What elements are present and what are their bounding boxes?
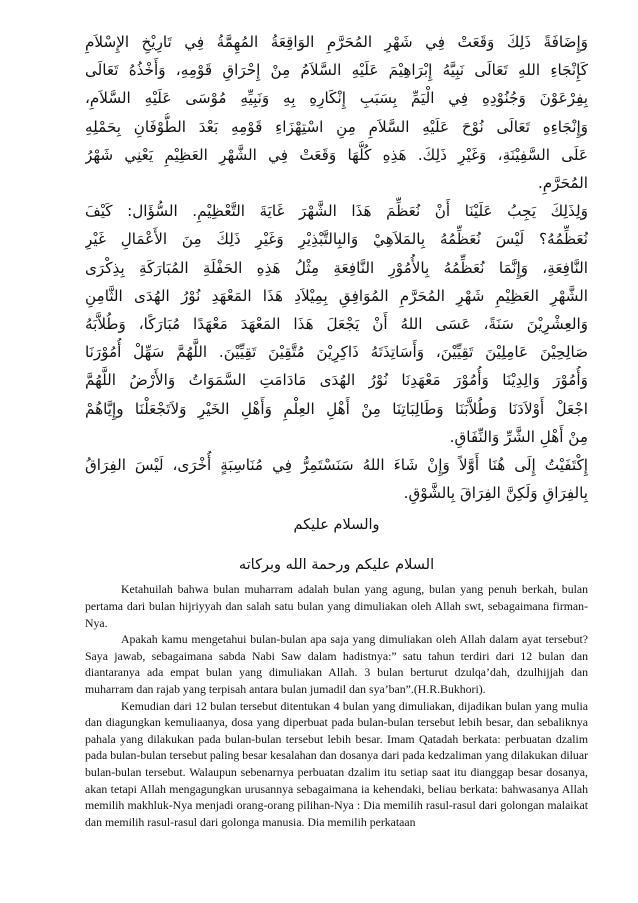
arabic-text-block bbox=[85, 28, 588, 507]
paragraph: Kemudian dari 12 bulan tersebut ditentukan 4 bulan yang dimuliakan, dijadikan bulan yang mulia dan diagungkan kemuliaanya, dosa yang diperbuat pada bulan-bulan tersebut lebih besar, dan sebaliknya pahala yang dilakukan pada bulan-bulan tersebut lebih besar. Imam Qatadah berkata: perbuatan dzalim pada bulan-bulan tersebut paling besar kesalahan dan dosanya dari pada kedzaliman yang dilakukan diluar bulan-bulan tersebut. Walaupun sebenarnya perbuatan dzalim itu setiap saat itu dianggap besar dosanya, akan tetapi Allah mengagungkan urusannya sebagaimana ia kehendaki, beliau berkata: bahwasanya Allah memilih makhluk-Nya menjadi orang-orang pilihan-Nya : Dia memilih rasul-rasul dari golongan malaikat dan memilih rasul-rasul dari golonga manusia. Dia memilih perkataan bbox=[85, 698, 588, 829]
arabic-line: كَإِنْجَاءِ اللهِ تَعَالَى نَبِيَّهُ إِبْرَاهِيْمَ عَلَيْهِ السَّلاَمُ مِنْ إِحْرَاقِ قَوْمِهِ، وَأَخْذُهُ تَعَالَى bbox=[85, 61, 588, 80]
arabic-line: وَالعِشْرِيْنَ سَنَةً، عَسَى اللهُ أَنْ يَجْعَلَ هَذَا المَعْهَدَ مَعْهَدًا مُبَارَكًا، وَطُلاَّبَهُ bbox=[85, 315, 588, 334]
closing-greeting: والسلام عليكم bbox=[293, 517, 380, 534]
arabic-line: المُحَرَّمِ. bbox=[537, 174, 588, 193]
arabic-line: بِفِرْعَوْنَ وَجُنُوْدِهِ فِي الْيَمِّ بِسَبَبِ إِنْكَارِهِ بِهِ وَنَبِيِّهِ مُوْسَى عَلَيْهِ السَّلاَمِ، bbox=[85, 89, 588, 108]
indonesian-text-block bbox=[85, 581, 588, 830]
arabic-line: اجْعَلْ أَوْلاَدَنَا وَطُلاَّبَنَا وَطَالِبَاتِنَا مِنْ أَهْلِ العِلْمِ وَأَهْلِ الخَيْرِ وَلاَتَجْعَلْنَا وإِيَّاهُمْ bbox=[85, 399, 588, 418]
arabic-line: النَّافِعَةِ، وَإِنَّمَا نُعَظِّمُهُ بِالأُمُوْرِ النَّافِعَةِ مِثْلُ هَذِهِ الحَفْلَةِ المُبَارَكَةِ بِذِكْرَى bbox=[85, 258, 588, 277]
paragraph: Apakah kamu mengetahui bulan-bulan apa saja yang dimuliakan oleh Allah dalam ayat tersebut? Saya jawab, sebagaimana sabda Nabi Saw dalam hadistnya:” satu tahun terdiri dari 12 bulan dan diantaranya ada empat bulan yang dimuliakan Allah. 3 bulan berturut dzulqa’dah, dzulhijjah dan muharram dan rajab yang terpisah antara bulan jumadil dan sya’ban”.(H.R.Bukhori). bbox=[85, 632, 588, 697]
arabic-line: وَإِنْجَاءِهِ تَعَالَى نُوْحَ عَلَيْهِ السَّلاَمِ مِنِ اسْتِهْزَاءِ قَوْمِهِ بَعْدَ الطُّوْفَانِ بِحَمْلِهِ bbox=[85, 117, 588, 136]
salam-heading: السلام عليكم ورحمة الله وبركاته bbox=[238, 557, 435, 574]
arabic-line: وَلِذَلِكَ يَجِبُ عَلَيْنَا أَنْ نُعَظِّمَ هَذَا الشَّهْرَ غَايَةَ التَّعْظِيْمِ. السُّؤَال: كَيْفَ bbox=[85, 202, 588, 221]
arabic-line: إِكْتَفَيْتُ إِلَى هُنَا أَوَّلاً وَإِنْ شَاءَ اللهُ سَنَسْتَمِرُّ فِي مُنَاسِبَةٍ أُخْرَى، لَيْسَ الفِرَاقُ bbox=[85, 456, 588, 475]
arabic-line: نُعَظِّمُهُ؟ لَيْسَ نُعَظِّمُهُ بِالمَلاَهِيْ وَالبِالتَّبْذِيْرِ وَغَيْرِ ذَلِكَ مِنَ الأَعْمَالِ غَيْرِ bbox=[85, 230, 588, 249]
paragraph: Ketahuilah bahwa bulan muharram adalah bulan yang agung, bulan yang penuh berkah, bulan pertama dari bulan hijriyyah dan salah satu bulan yang dimuliakan oleh Allah swt, sebagaimana firman-Nya. bbox=[85, 582, 588, 630]
arabic-line: وَأُمُوْرَ وَالِدِيْنَا وَأُمُوْرَ مَعْهَدِنَا نُوْرُ الهُدَى مَادَامَتِ السَّمَوَاتُ وَالأَرْضُ اللَّهُمَّ bbox=[85, 371, 588, 390]
arabic-line: بِالفِرَاقِ وَلَكِنَّ الفِرَاقَ بِالشَّوْقِ. bbox=[403, 484, 588, 503]
arabic-line: مِنْ أَهْلِ الشَّرِّ وَالنِّفَاقِ. bbox=[449, 427, 588, 446]
arabic-line: عَلَى السَّفِيْنَةِ، وَغَيْرِ ذَلِكَ. هَذِهِ كُلُّهَا وَقَعَتْ فِي الشَّهْرِ العَظِيْمِ يَعْنِي شَهْرُ bbox=[85, 145, 588, 164]
arabic-line: صَالِحِيْنَ عَامِلِيْنَ تَقِيِّيْنَ، وَأَسَاتِذَتَهُ ذَاكِرِيْنَ مُتَّقِيْنَ تَقِيِّيْنَ. اللَّهُمَّ سَهِّلْ أُمُوْرَنَا bbox=[85, 343, 588, 362]
arabic-line: وَإِضَافَةً ذَلِكَ وَقَعَتْ فِي شَهْرِ المُحَرَّمِ الوَاقِعَةُ المُهِمَّةُ فِي تَارِيْخِ الإِسْلاَمِ bbox=[85, 33, 588, 51]
arabic-line: الشَّهْرِ العَظِيْمِ شَهْرِ المُحَرَّمِ المُوَافِقِ بِمِيْلاَدِ هَذَا المَعْهَدِ نُوْرُ الهُدَى الثَّامِنِ bbox=[85, 286, 588, 305]
